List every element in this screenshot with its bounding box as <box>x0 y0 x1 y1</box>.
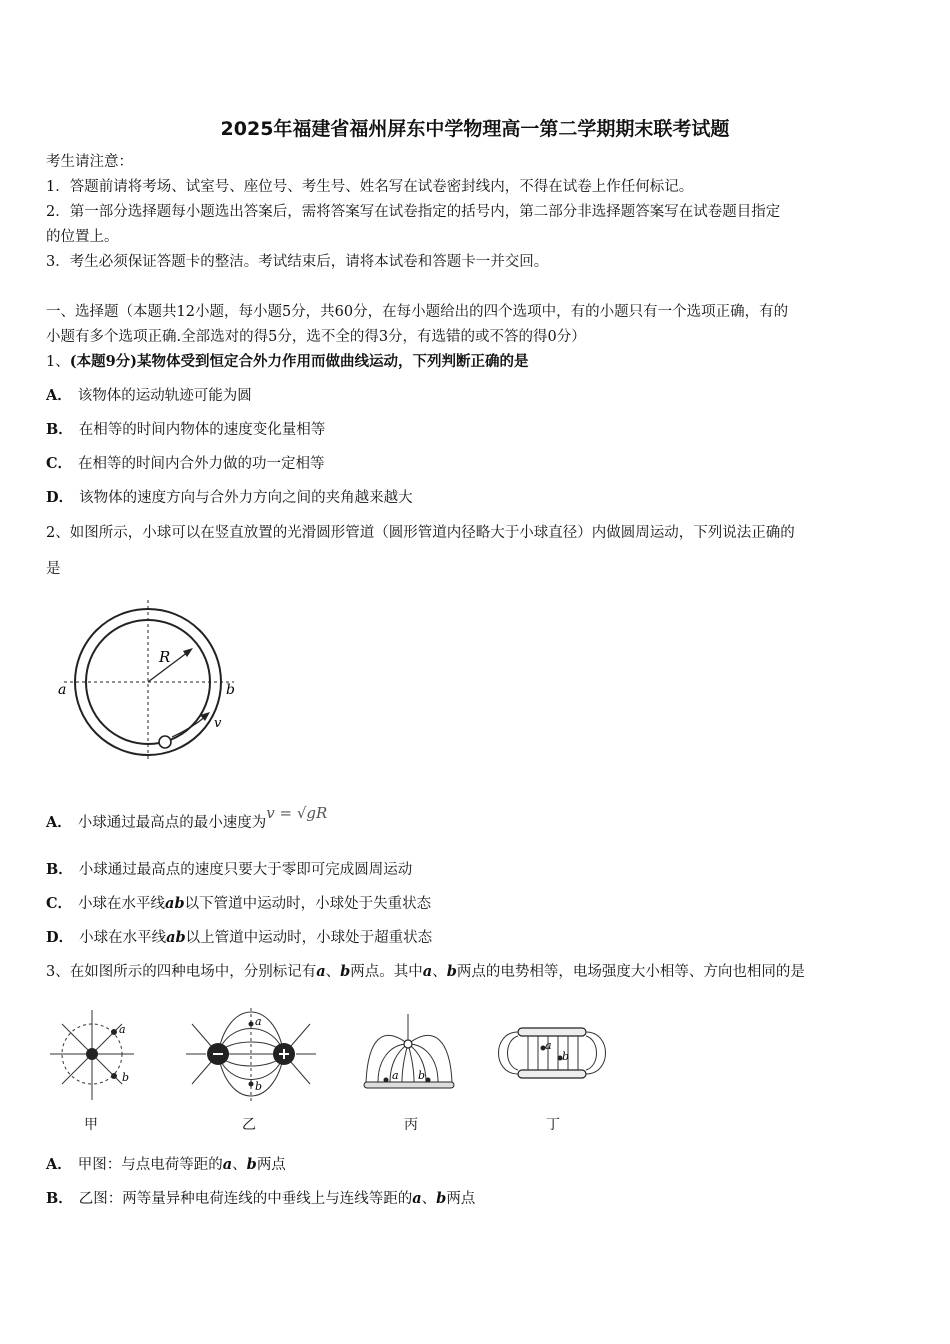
page-title: 2025年福建省福州屏东中学物理高一第二学期期末联考试题 <box>220 118 730 140</box>
option-text: 两点 <box>256 1157 286 1173</box>
option-label: C． <box>46 895 73 912</box>
section-heading-cont: 小题有多个选项正确.全部选对的得5分，选不全的得3分，有选错的或不答的得0分） <box>46 329 586 345</box>
label-a: a <box>392 1069 399 1082</box>
option-text: 以下管道中运动时，小球处于失重状态 <box>184 896 432 912</box>
label-a: a <box>255 1015 262 1028</box>
label-b: b <box>418 1069 426 1082</box>
point-b <box>111 1073 117 1079</box>
point-a <box>111 1029 117 1035</box>
var-a: a <box>422 963 433 980</box>
metal-plate <box>364 1082 454 1088</box>
option-text: 甲图：与点电荷等距的 <box>77 1157 223 1173</box>
option-text: 小球在水平线 <box>79 930 167 946</box>
ball <box>159 736 171 748</box>
q1-number: 1、 <box>46 354 70 370</box>
label-b: b <box>562 1050 570 1063</box>
notice-item-2-cont: 的位置上。 <box>46 229 119 245</box>
formula-v-sqrt-gR: v = √gR <box>266 804 328 822</box>
q3-option-b <box>46 1189 475 1209</box>
option-text: 在相等的时间内合外力做的功一定相等 <box>78 456 325 472</box>
point-a <box>384 1078 389 1083</box>
option-label: B． <box>46 1190 73 1207</box>
option-label: D． <box>46 929 74 946</box>
var-a: a <box>412 1190 422 1207</box>
q3-stem-pre: 3、在如图所示的四种电场中，分别标记有 <box>46 964 317 980</box>
var-a: a <box>222 1156 233 1173</box>
fringe-field-line <box>586 1036 597 1070</box>
field-figure-bing <box>362 1010 462 1096</box>
q1-option-b <box>46 420 325 440</box>
field-line <box>408 1035 452 1082</box>
separator: 、 <box>421 1191 437 1207</box>
notice-heading: 考生请注意： <box>46 154 133 170</box>
option-label: D． <box>46 489 74 506</box>
var-b: b <box>246 1156 257 1173</box>
q1-text: (本题9分)某物体受到恒定合外力作用而做曲线运动，下列判断正确的是 <box>69 353 529 370</box>
option-text: 乙图：两等量异种电荷连线的中垂线上与连线等距的 <box>78 1191 413 1207</box>
label-b: b <box>226 682 235 698</box>
option-text: 该物体的运动轨迹可能为圆 <box>77 388 252 404</box>
q3-option-a <box>46 1155 286 1175</box>
q1-option-a <box>46 386 252 406</box>
q2-option-b <box>46 860 412 880</box>
label-b: b <box>122 1071 130 1084</box>
field-line <box>366 1035 408 1082</box>
option-label: A． <box>46 387 72 404</box>
var-b: b <box>436 1190 447 1207</box>
label-a: a <box>545 1039 552 1052</box>
separator: 、 <box>232 1157 247 1173</box>
circular-tube-figure <box>52 596 252 762</box>
option-label: B． <box>46 421 73 438</box>
var-b: b <box>446 963 457 980</box>
option-label: A． <box>46 814 72 831</box>
var-ab: ab <box>165 895 185 912</box>
notice-item-1: 1．答题前请将考场、试室号、座位号、考生号、姓名写在试卷密封线内，不得在试卷上作任何标记。 <box>46 179 694 195</box>
radius-arrow-icon <box>183 648 193 657</box>
option-text: 小球在水平线 <box>78 896 166 912</box>
option-text: 两点 <box>446 1191 476 1207</box>
field-figure-ding <box>498 1006 606 1106</box>
q1-stem <box>46 352 529 372</box>
var-a: a <box>316 963 326 980</box>
top-plate <box>518 1028 586 1036</box>
notice-item-3: 3．考生必须保证答题卡的整洁。考试结束后，请将本试卷和答题卡一并交回。 <box>46 254 549 270</box>
bottom-plate <box>518 1070 586 1078</box>
point-a <box>249 1022 254 1027</box>
point-charge <box>404 1040 412 1048</box>
point-b <box>249 1082 254 1087</box>
label-v: v <box>214 716 222 731</box>
var-b: b <box>340 963 351 980</box>
q2-option-d <box>46 928 432 948</box>
field-figure-jia <box>48 1006 138 1106</box>
fringe-field-line <box>586 1032 606 1074</box>
caption-bing: 丙 <box>404 1117 418 1133</box>
caption-yi: 乙 <box>242 1117 256 1133</box>
point-charge <box>86 1048 98 1060</box>
q1-option-c <box>46 454 325 474</box>
option-text: 在相等的时间内物体的速度变化量相等 <box>78 422 326 438</box>
q2-stem-cont: 是 <box>46 561 61 577</box>
option-label: C． <box>46 455 73 472</box>
point-b <box>426 1078 431 1083</box>
label-a: a <box>58 682 67 698</box>
var-ab: ab <box>166 929 186 946</box>
option-text: 小球通过最高点的最小速度为 <box>77 815 267 831</box>
fringe-field-line <box>499 1032 519 1074</box>
label-a: a <box>119 1023 126 1036</box>
option-text: 小球通过最高点的速度只要大于零即可完成圆周运动 <box>78 862 413 878</box>
q3-stem-post: 两点的电势相等，电场强度大小相等、方向也相同的是 <box>456 964 805 980</box>
q3-stem <box>46 962 805 982</box>
option-label: A． <box>46 1156 72 1173</box>
caption-jia: 甲 <box>84 1117 98 1133</box>
field-figure-yi <box>184 1006 318 1106</box>
separator: 、 <box>432 964 447 980</box>
section-heading: 一、选择题（本题共12小题，每小题5分，共60分，在每小题给出的四个选项中，有的小题只有一个选项正确，有的 <box>46 304 789 320</box>
option-text: 以上管道中运动时，小球处于超重状态 <box>185 930 433 946</box>
velocity-line <box>172 716 206 737</box>
label-R: R <box>159 648 171 666</box>
q2-option-a <box>46 804 328 833</box>
q3-stem-mid: 两点。其中 <box>350 964 423 980</box>
separator: 、 <box>325 964 341 980</box>
q2-option-c <box>46 894 431 914</box>
field-line <box>408 1044 414 1082</box>
caption-ding: 丁 <box>546 1117 560 1133</box>
notice-item-2: 2．第一部分选择题每小题选出答案后，需将答案写在试卷指定的括号内，第二部分非选择题答案写在试卷题目指定 <box>46 204 781 220</box>
q2-stem: 2、如图所示，小球可以在竖直放置的光滑圆形管道（圆形管道内径略大于小球直径）内做圆周运动，下列说法正确的 <box>46 525 795 541</box>
fringe-field-line <box>508 1036 519 1070</box>
option-label: B． <box>46 861 73 878</box>
option-text: 该物体的速度方向与合外力方向之间的夹角越来越大 <box>79 490 413 506</box>
q1-option-d <box>46 488 413 508</box>
field-line <box>402 1044 408 1082</box>
label-b: b <box>255 1080 263 1093</box>
